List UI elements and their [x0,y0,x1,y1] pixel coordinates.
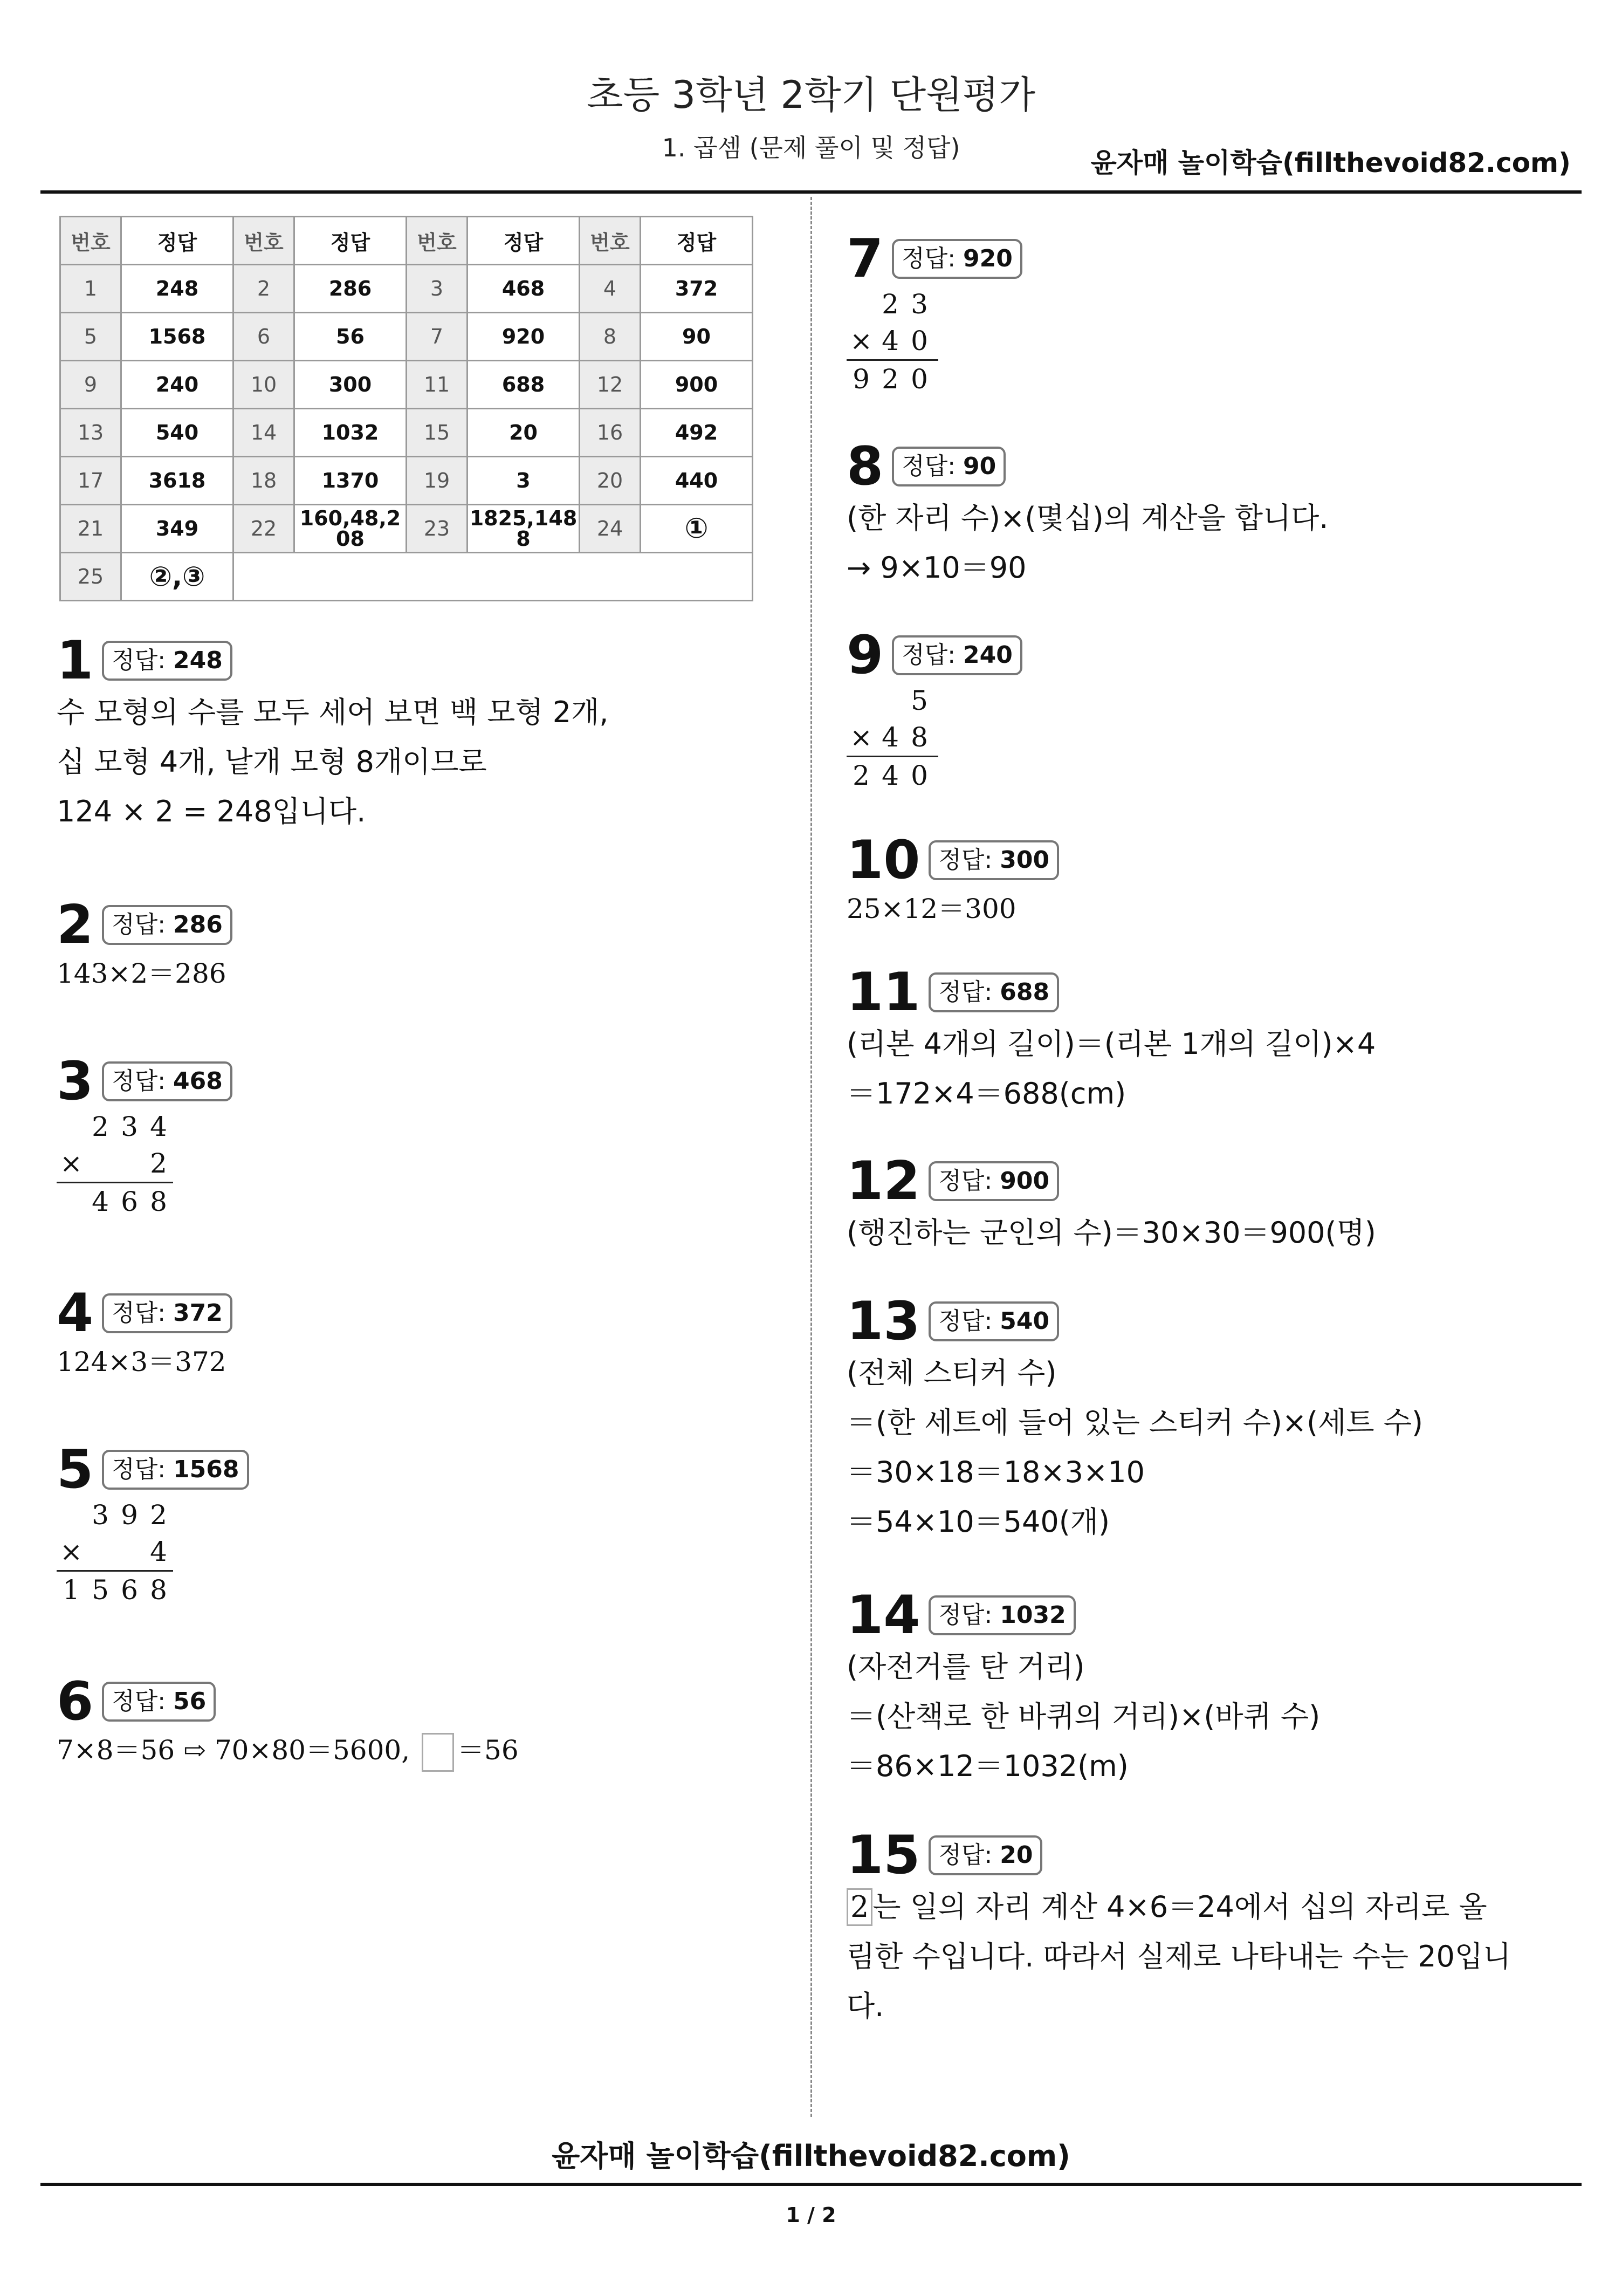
table-cell-num: 19 [407,457,468,505]
answer-badge-value: 468 [173,1067,223,1095]
answer-badge [929,1161,1059,1201]
answer-badge [892,447,1006,486]
math-text: 7×8＝56 ⇨ 70×80＝5600, [57,1735,410,1766]
question-10 [847,830,1059,930]
question-9 [847,625,1022,794]
table-cell-answer: ① [641,505,753,553]
answer-badge [102,1061,232,1101]
explanation-line: (전체 스티커 수) [847,1356,1057,1390]
calc-digit: 4 [882,722,899,753]
calc-digit: 0 [911,760,928,791]
answer-badge [102,1293,232,1333]
calc-digit: 2 [853,760,870,791]
table-row [60,505,753,553]
calc-digit: 2 [882,364,899,395]
table-header-row [60,217,753,265]
calc-digit: 4 [882,760,899,791]
question-7 [847,228,1022,397]
calc-digit: 4 [150,1111,167,1142]
question-number: 13 [847,1291,920,1352]
blank-box [422,1733,454,1772]
answer-badge-label: 정답: [938,978,993,1006]
table-row [60,457,753,505]
brand-header: 윤자매 놀이학습(fillthevoid82.com) [1090,147,1571,179]
answer-badge [102,905,232,945]
table-cell-answer: ②,③ [121,553,233,601]
calc-digit: × [850,325,872,357]
answer-badge [892,635,1022,675]
question-number: 11 [847,962,920,1023]
question-number: 7 [847,228,884,290]
math-line [57,1729,519,1772]
table-row [60,553,753,601]
answer-badge-value: 56 [173,1688,207,1715]
answer-badge-label: 정답: [938,1307,993,1335]
answer-badge [929,1595,1075,1635]
vertical-calculation [847,286,1022,397]
answer-badge-label: 정답: [938,1841,993,1869]
calc-digit: × [850,722,872,753]
answer-badge-label: 정답: [112,1299,166,1327]
answer-badge-label: 정답: [112,1456,166,1483]
explanation-line: (한 자리 수)×(몇십)의 계산을 합니다. [847,501,1329,535]
answer-badge [929,972,1059,1012]
table-cell-num: 10 [233,361,294,409]
calc-digit: 0 [911,364,928,395]
explanation-line: 수 모형의 수를 모두 세어 보면 백 모형 2개, [57,695,609,729]
calc-digit: 9 [853,364,870,395]
table-row [60,313,753,361]
table-cell-num: 17 [60,457,121,505]
answer-badge-label: 정답: [938,1601,993,1629]
table-cell-num: 7 [407,313,468,361]
table-header-num: 번호 [60,217,121,265]
answer-badge-value: 900 [1000,1167,1050,1195]
question-number: 3 [57,1051,94,1112]
explanation-line: (자전거를 탄 거리) [847,1650,1085,1684]
explanation-line: (리본 4개의 길이)＝(리본 1개의 길이)×4 [847,1027,1376,1061]
answer-badge [929,840,1059,880]
table-cell-num: 15 [407,409,468,457]
question-1 [57,630,609,837]
explanation-line: 림한 수입니다. 따라서 실제로 나타내는 수는 20입니 [847,1939,1511,1973]
table-cell-answer: 20 [468,409,580,457]
footer-divider [40,2183,1582,2186]
explanation-line: 십 모형 4개, 낱개 모형 8개이므로 [57,745,487,779]
table-cell-num: 24 [580,505,641,553]
table-cell-answer: 248 [121,265,233,313]
question-12 [847,1150,1376,1258]
math-line: 143×2＝286 [57,958,226,989]
calc-digit: 3 [911,289,928,320]
calc-digit: 0 [911,325,928,357]
table-cell-num: 9 [60,361,121,409]
explanation-line: ＝86×12＝1032(m) [847,1749,1129,1783]
calc-digit: 2 [92,1111,109,1142]
answer-badge [892,239,1022,279]
question-5 [57,1439,249,1608]
calc-digit: 6 [121,1574,138,1606]
table-cell-num: 4 [580,265,641,313]
explanation-line: ＝(한 세트에 들어 있는 스티커 수)×(세트 수) [847,1406,1423,1440]
calc-digit: 4 [882,325,899,357]
math-line: 124×3＝372 [57,1346,226,1377]
answer-badge-label: 정답: [902,641,956,669]
calc-digit: 3 [121,1111,138,1142]
question-11 [847,962,1376,1119]
table-cell-answer: 1032 [294,409,407,457]
table-cell-answer: 1825,1488 [468,505,580,553]
answer-badge-label: 정답: [902,245,956,272]
table-cell-num: 20 [580,457,641,505]
explanation-line: ＝54×10＝540(개) [847,1505,1110,1539]
calc-digit: 5 [911,685,928,716]
question-number: 6 [57,1671,94,1732]
answer-badge-value: 240 [963,641,1013,669]
calc-digit: 6 [121,1186,138,1217]
table-cell-answer: 492 [641,409,753,457]
table-header-num: 번호 [233,217,294,265]
table-cell-num: 5 [60,313,121,361]
answer-badge-label: 정답: [112,647,166,674]
table-header-ans: 정답 [641,217,753,265]
answer-badge-value: 688 [1000,978,1050,1006]
brand-footer: 윤자매 놀이학습(fillthevoid82.com) [552,2139,1070,2173]
answer-badge [102,1682,216,1722]
answer-table [59,216,753,601]
vertical-calculation [847,682,1022,794]
table-cell-answer: 300 [294,361,407,409]
calc-digit: 8 [911,722,928,753]
calc-digit: × [60,1536,83,1567]
calc-digit: 2 [150,1148,167,1179]
question-3 [57,1051,232,1220]
table-cell-answer: 240 [121,361,233,409]
answer-badge [929,1835,1042,1875]
table-header-ans: 정답 [294,217,407,265]
question-4 [57,1283,232,1383]
answer-badge-label: 정답: [938,1167,993,1195]
table-cell-answer: 372 [641,265,753,313]
answer-badge-label: 정답: [902,453,956,480]
explanation-line: 124 × 2 = 248입니다. [57,794,366,828]
question-number: 9 [847,625,884,686]
table-cell-num: 12 [580,361,641,409]
table-cell-answer: 56 [294,313,407,361]
question-15 [847,1825,1511,2031]
table-row [60,361,753,409]
table-cell-answer: 1370 [294,457,407,505]
table-cell-num: 21 [60,505,121,553]
answer-badge [102,641,232,681]
question-number: 12 [847,1150,920,1212]
table-cell-answer: 688 [468,361,580,409]
question-number: 4 [57,1283,94,1344]
table-header-num: 번호 [407,217,468,265]
vertical-calculation [57,1497,249,1608]
table-cell-answer: 920 [468,313,580,361]
table-cell-answer: 1568 [121,313,233,361]
header-divider [40,190,1582,194]
calc-digit: 8 [150,1186,167,1217]
table-cell-answer: 468 [468,265,580,313]
question-6 [57,1671,519,1772]
answer-badge-label: 정답: [112,1688,166,1715]
question-2 [57,894,232,995]
answer-badge-value: 372 [173,1299,223,1327]
math-line: 25×12＝300 [847,893,1016,924]
table-cell-answer: 540 [121,409,233,457]
table-cell-empty [233,553,753,601]
answer-badge-label: 정답: [938,846,993,874]
answer-badge-value: 540 [1000,1307,1050,1335]
explanation-line: ＝30×18＝18×3×10 [847,1455,1145,1489]
answer-badge-value: 920 [963,245,1013,272]
explanation-line: 다. [847,1989,884,2023]
table-cell-num: 18 [233,457,294,505]
table-cell-answer: 3618 [121,457,233,505]
table-row [60,409,753,457]
page-title: 초등 3학년 2학기 단원평가 [586,73,1036,117]
table-cell-answer: 286 [294,265,407,313]
question-number: 14 [847,1585,920,1646]
calc-digit: × [60,1148,83,1179]
table-cell-num: 14 [233,409,294,457]
calc-digit: 3 [92,1499,109,1531]
explanation-line: (행진하는 군인의 수)＝30×30＝900(명) [847,1216,1376,1250]
answer-badge-value: 20 [1000,1841,1033,1869]
calc-digit: 2 [150,1499,167,1531]
answer-badge [929,1301,1059,1341]
answer-badge-value: 248 [173,647,223,674]
table-cell-answer: 90 [641,313,753,361]
math-text: ＝56 [457,1735,519,1766]
page-subtitle: 1. 곱셈 (문제 풀이 및 정답) [662,133,960,162]
table-cell-num: 23 [407,505,468,553]
table-cell-num: 13 [60,409,121,457]
question-number: 2 [57,894,94,956]
table-cell-num: 22 [233,505,294,553]
table-header-ans: 정답 [468,217,580,265]
table-cell-num: 16 [580,409,641,457]
table-cell-num: 1 [60,265,121,313]
answer-badge-label: 정답: [112,1067,166,1095]
answer-badge-value: 286 [173,911,223,938]
question-8 [847,436,1329,593]
table-header-ans: 정답 [121,217,233,265]
table-cell-num: 8 [580,313,641,361]
table-cell-num: 2 [233,265,294,313]
explanation-text: 는 일의 자리 계산 4×6＝24에서 십의 자리로 올 [872,1890,1487,1924]
table-cell-num: 3 [407,265,468,313]
answer-badge [102,1450,249,1490]
question-number: 8 [847,436,884,497]
table-cell-num: 11 [407,361,468,409]
question-13 [847,1291,1423,1547]
table-cell-answer: 160,48,208 [294,505,407,553]
answer-badge-value: 1032 [1000,1601,1066,1629]
calc-digit: 4 [150,1536,167,1567]
question-number: 10 [847,830,920,891]
explanation-line: ＝172×4＝688(cm) [847,1077,1126,1111]
calc-digit: 4 [92,1186,109,1217]
table-cell-num: 6 [233,313,294,361]
answer-badge-value: 90 [963,453,996,480]
question-number: 5 [57,1439,94,1500]
answer-badge-value: 300 [1000,846,1050,874]
table-cell-answer: 3 [468,457,580,505]
page-number: 1 / 2 [786,2203,836,2227]
table-cell-answer: 349 [121,505,233,553]
calc-digit: 9 [121,1499,138,1531]
table-cell-answer: 440 [641,457,753,505]
answer-badge-label: 정답: [112,911,166,938]
boxed-digit: 2 [847,1888,872,1926]
answer-badge-value: 1568 [173,1456,239,1483]
question-14 [847,1585,1321,1791]
question-number: 15 [847,1825,920,1886]
calc-digit: 1 [63,1574,80,1606]
explanation-line: ＝(산책로 한 바퀴의 거리)×(바퀴 수) [847,1699,1321,1733]
explanation-line: → 9×10＝90 [847,551,1027,585]
question-number: 1 [57,630,94,691]
explanation-line [847,1882,1511,1932]
calc-digit: 2 [882,289,899,320]
table-row [60,265,753,313]
table-cell-num: 25 [60,553,121,601]
vertical-calculation [57,1108,232,1220]
column-divider [810,197,812,2117]
table-header-num: 번호 [580,217,641,265]
calc-digit: 8 [150,1574,167,1606]
table-cell-answer: 900 [641,361,753,409]
calc-digit: 5 [92,1574,109,1606]
